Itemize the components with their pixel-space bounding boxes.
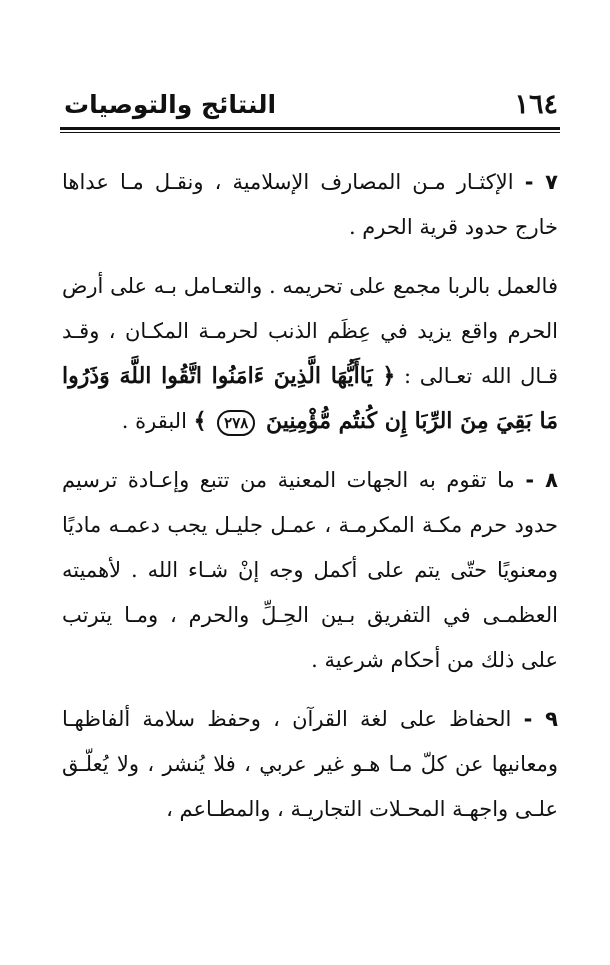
paragraph-7 [62, 160, 558, 250]
body-text [62, 160, 558, 846]
paragraph-usury [62, 264, 558, 444]
ayah-number-marker: ٢٧٨ [217, 410, 255, 436]
page-number: ١٦٤ [514, 89, 558, 120]
paragraph-number: ٧ - [524, 170, 558, 194]
quran-close-bracket: ﴾ [193, 408, 207, 434]
header-rule-thin [60, 132, 560, 133]
paragraph-text: الإكثـار مـن المصارف الإسلامية ، ونقـل مـا عداها خارج حدود قرية الحرم . [62, 170, 558, 239]
paragraph-9 [62, 697, 558, 832]
paragraph-8 [62, 458, 558, 683]
header-rule [60, 127, 560, 130]
paragraph-number: ٩ - [523, 707, 558, 731]
paragraph-text: فالعمل بالربا مجمع على تحريمه . والتعـامل بـه على أرض الحرم واقع يزيد في عِظَم الذنب لحرمـة المكـان ، وقـد قـال الله تعـالى : [62, 274, 558, 388]
running-title: النتائج والتوصيات [64, 90, 277, 119]
page-header [64, 88, 558, 122]
paragraph-text: ما تقوم به الجهات المعنية من تتبع وإعـادة ترسيم حدود حرم مكـة المكرمـة ، عمـل جليـل يجب دعمـه ماديًا ومعنويًا حتّى يتم على أكمل وجه إنْ شـاء الله . لأهميته العظمـى في التفريق بـين الحِـلِّ والحرم ، ومـا يترتب على ذلك من أحكام شرعية . [62, 468, 558, 672]
paragraph-number: ٨ - [525, 468, 558, 492]
quran-verse: ﴿ يَاأَيُّهَا الَّذِينَ ءَامَنُوا اتَّقُوا اللَّهَ وَذَرُوا مَا بَقِيَ مِنَ الرِّبَا إِن كُنتُم مُّؤْمِنِينَ [62, 363, 558, 434]
surah-name: البقرة . [121, 409, 187, 433]
paragraph-text: الحفاظ على لغة القرآن ، وحفظ سلامة ألفاظهـا ومعانيها عن كلّ مـا هـو غير عربي ، فلا يُنشر ، ولا يُعلّـق علـى واجهـة المحـلات التجاريـة ، والمطـاعم ، [62, 707, 558, 821]
